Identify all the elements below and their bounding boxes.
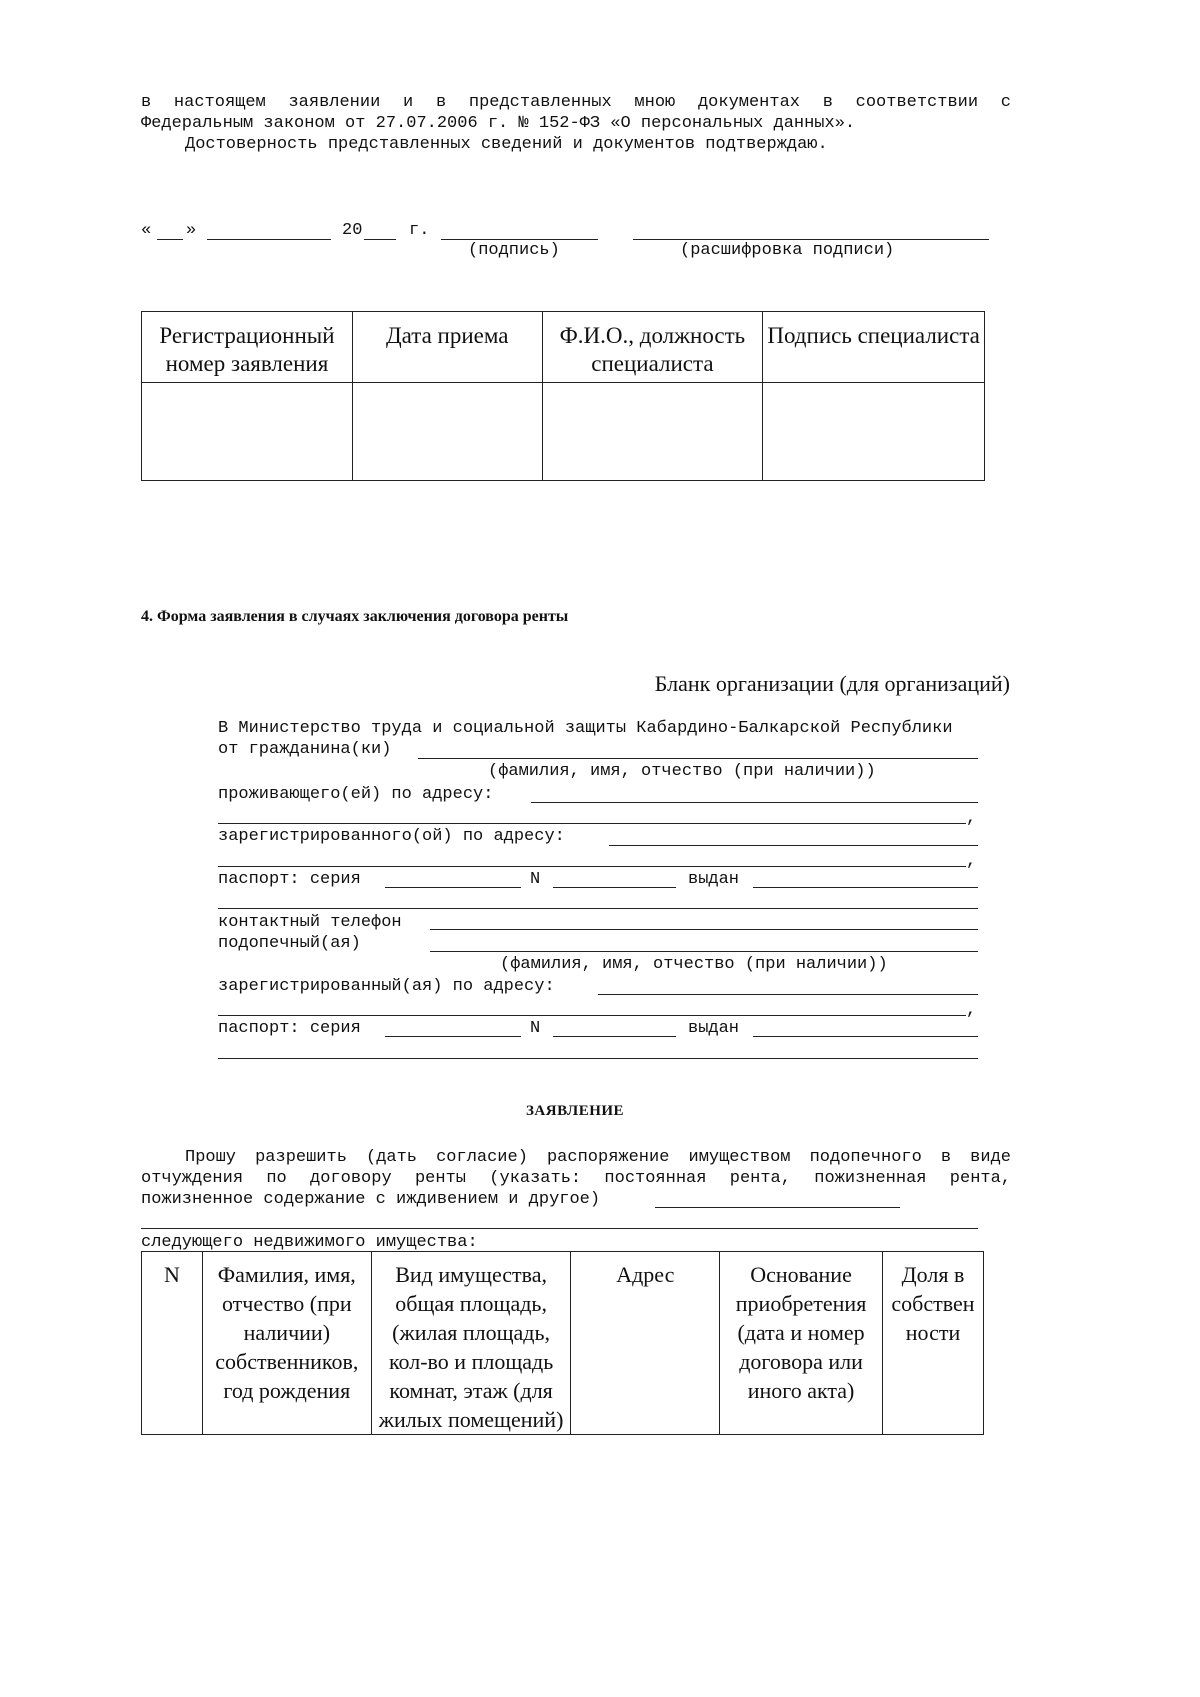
ward-address-comma: , [966,1001,977,1020]
registered-comma: , [966,852,977,871]
ward-address-field-2[interactable] [218,1015,966,1016]
residing-comma: , [966,809,977,828]
section-heading: 4. Форма заявления в случаях заключения договора ренты [141,608,569,625]
phone-label: контактный телефон [218,913,402,932]
registration-table [141,311,985,481]
reg-header-date: Дата приема [352,312,542,383]
prop-header-address: Адрес [571,1252,720,1435]
ward-passport-series-field[interactable] [385,1036,521,1037]
ward-passport-number-label: N [530,1019,541,1038]
residing-address-field[interactable] [531,802,978,803]
reg-cell-date[interactable] [352,383,542,481]
registered-address-field[interactable] [609,845,978,846]
citizen-fio-caption: (фамилия, имя, отчество (при наличии)) [488,762,876,781]
consent-line-2: Федеральным законом от 27.07.2006 г. № 152-ФЗ «О персональных данных». [141,114,856,133]
passport-number-label: N [530,870,541,889]
date-quote-close: » [186,221,197,240]
signature-decode-caption: (расшифровка подписи) [680,241,895,260]
citizen-name-field[interactable] [418,758,978,759]
residing-address-field-2[interactable] [218,823,966,824]
ward-passport-issued-field-2[interactable] [218,1058,978,1059]
letterhead-caption: Бланк организации (для организаций) [654,671,1010,696]
ward-passport-issued-label: выдан [688,1019,740,1038]
passport-series-label: паспорт: серия [218,870,361,889]
signature-caption: (подпись) [468,241,560,260]
registered-address-field-2[interactable] [218,866,966,867]
prop-header-owners: Фамилия, имя, отчество (при наличии) собственников, год рождения [202,1252,371,1435]
reg-cell-specialist[interactable] [542,383,763,481]
passport-issued-label: выдан [688,870,740,889]
from-citizen-label: от гражданина(ки) [218,740,392,759]
date-quote-open: « [141,221,152,240]
prop-header-property-type: Вид имущества, общая площадь, (жилая площадь, кол-во и площадь комнат, этаж (для жилых помещений) [371,1252,571,1435]
passport-number-field[interactable] [553,887,676,888]
prop-header-basis: Основание приобретения (дата и номер договора или иного акта) [720,1252,883,1435]
prop-header-number: N [142,1252,203,1435]
ward-passport-number-field[interactable] [553,1036,676,1037]
reg-header-specialist: Ф.И.О., должность специалиста [542,312,763,383]
ward-registered-label: зарегистрированный(ая) по адресу: [218,977,555,996]
statement-line-4: следующего недвижимого имущества: [141,1233,478,1252]
date-year-prefix: 20 [342,221,363,240]
ward-passport-issued-field[interactable] [753,1036,978,1037]
passport-series-field[interactable] [385,887,521,888]
date-day-field[interactable] [157,239,183,240]
rent-type-field-2[interactable] [141,1228,978,1229]
to-ministry: В Министерство труда и социальной защиты Кабардино-Балкарской Республики [218,719,953,738]
ward-passport-series-label: паспорт: серия [218,1019,361,1038]
ward-name-field[interactable] [430,951,978,952]
rent-type-field[interactable] [655,1207,900,1208]
ward-label: подопечный(ая) [218,934,361,953]
prop-header-share: Доля в собствен ности [883,1252,984,1435]
phone-field[interactable] [430,929,978,930]
reg-header-number: Регистрационный номер заявления [142,312,353,383]
ward-address-field[interactable] [598,994,978,995]
statement-title: ЗАЯВЛЕНИЕ [526,1103,625,1119]
residing-label: проживающего(ей) по адресу: [218,785,494,804]
statement-line-3: пожизненное содержание с иждивением и другое) [141,1190,601,1209]
date-year-suffix: г. [409,221,430,240]
reg-cell-signature[interactable] [763,383,985,481]
reg-header-signature: Подпись специалиста [763,312,985,383]
statement-line-2: отчуждения по договору ренты (указать: постоянная рента, пожизненная рента, [141,1169,1011,1188]
date-year-field[interactable] [364,239,396,240]
passport-issued-field[interactable] [753,887,978,888]
reg-cell-number[interactable] [142,383,353,481]
passport-issued-field-2[interactable] [218,908,978,909]
consent-line-1: в настоящем заявлении и в представленных мною документах в соответствии с [141,93,1011,112]
statement-line-1: Прошу разрешить (дать согласие) распоряжение имуществом подопечного в виде [185,1148,1011,1167]
date-month-field[interactable] [207,239,331,240]
consent-line-3: Достоверность представленных сведений и документов подтверждаю. [185,135,828,154]
ward-fio-caption: (фамилия, имя, отчество (при наличии)) [500,955,888,974]
registered-label: зарегистрированного(ой) по адресу: [218,827,565,846]
property-table [141,1251,984,1435]
